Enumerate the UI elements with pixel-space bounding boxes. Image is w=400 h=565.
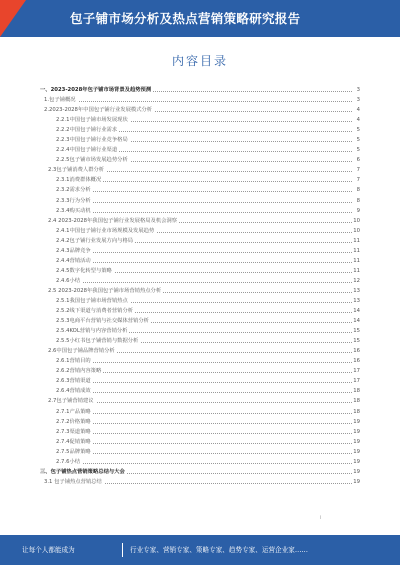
toc-entry-label: 2.2.4中国包子铺行业渠道	[56, 145, 119, 155]
toc-entry-page: 19	[353, 438, 360, 445]
toc-entry-page: 19	[353, 428, 360, 435]
toc-entry-page: 17	[353, 368, 360, 375]
toc-entry[interactable]	[40, 437, 360, 447]
toc-entry[interactable]	[40, 165, 360, 175]
toc-entry-page: 4	[356, 117, 360, 124]
toc-entry-label: 2.7.2价格策略	[56, 417, 93, 427]
toc-entry[interactable]	[40, 477, 360, 487]
header-bar	[0, 0, 400, 37]
toc-entry[interactable]	[40, 155, 360, 165]
toc-entry-label: 2.6.2营销内容策略	[56, 366, 103, 376]
toc-entry[interactable]	[40, 386, 360, 396]
toc-entry-label: 2.7.5品牌策略	[56, 447, 93, 457]
toc-entry-label: 2.4 2023-2028年我国包子铺行业发展格局及机会洞察	[48, 216, 179, 226]
toc-entry[interactable]	[40, 447, 360, 457]
toc-entry-label: 2.5 2023-2028年我国包子铺市场营销热点分析	[48, 286, 163, 296]
toc-entry-label: 2.7.3渠道策略	[56, 427, 93, 437]
toc-entry[interactable]	[40, 206, 360, 216]
page-number-mark: i	[320, 515, 322, 521]
toc-entry[interactable]	[40, 356, 360, 366]
toc-entry-label: 2.6.4营销成效	[56, 386, 93, 396]
toc-dot-leader	[56, 453, 352, 454]
toc-entry-label: 2.2.3中国包子铺行业竞争格局	[56, 135, 130, 145]
toc-entry-label: 2.3.4购买动机	[56, 206, 93, 216]
toc-entry[interactable]	[40, 246, 360, 256]
toc-entry-page: 5	[356, 127, 360, 134]
footer-slogan: 让每个人都能成为	[22, 546, 75, 554]
toc-entry[interactable]	[40, 226, 360, 236]
toc-entry-page: 14	[353, 308, 360, 315]
toc-entry-label: 1.包子铺概况	[44, 95, 78, 105]
toc-dot-leader	[56, 413, 352, 414]
toc-dot-leader	[56, 443, 352, 444]
toc-entry-label: 2.2.2中国包子铺行业需求	[56, 125, 119, 135]
toc-entry[interactable]	[40, 115, 360, 125]
toc-entry-page: 15	[353, 328, 360, 335]
toc-entry-page: 19	[353, 478, 360, 485]
toc-dot-leader	[56, 282, 352, 283]
toc-entry[interactable]	[40, 336, 360, 346]
toc-dot-leader	[56, 212, 352, 213]
toc-entry[interactable]	[40, 427, 360, 437]
toc-entry-label: 2.5.4KOL营销与内容营销分析	[56, 326, 129, 336]
toc-entry[interactable]	[40, 266, 360, 276]
toc-dot-leader	[56, 392, 352, 393]
toc-entry-label: 3.1 包子铺热点营销总结	[44, 477, 104, 487]
toc-entry-page: 18	[353, 388, 360, 395]
toc-dot-leader	[56, 382, 352, 383]
toc-entry[interactable]	[40, 286, 360, 296]
toc-dot-leader	[44, 101, 352, 102]
toc-entry-page: 17	[353, 378, 360, 385]
toc-entry-label: 2.7包子铺营销建议	[48, 396, 96, 406]
toc-entry-page: 11	[353, 257, 360, 264]
toc-entry-label: 2.4.1中国包子铺行业市场规模及发展趋势	[56, 226, 156, 236]
toc-entry-page: 8	[356, 197, 360, 204]
toc-entry-page: 11	[353, 267, 360, 274]
toc-entry[interactable]	[40, 85, 360, 95]
toc-entry[interactable]	[40, 467, 360, 477]
toc-dot-leader	[56, 191, 352, 192]
toc-entry[interactable]	[40, 276, 360, 286]
toc-dot-leader	[56, 252, 352, 253]
toc-entry-label: 2.6.3营销渠道	[56, 376, 93, 386]
toc-entry-label: 2.6.1营销目的	[56, 356, 93, 366]
toc-entry-label: 2.3.2需求分析	[56, 185, 93, 195]
toc-dot-leader	[56, 433, 352, 434]
toc-entry-label: 2.7.4促销策略	[56, 437, 93, 447]
toc-entry-page: 19	[353, 468, 360, 475]
toc-entry[interactable]	[40, 316, 360, 326]
toc-entry-label: 2.2023-2028年中国包子铺行业发展模式分析	[44, 105, 154, 115]
toc-entry-label: 2.7.6小结	[56, 457, 82, 467]
toc-entry-page: 10	[353, 227, 360, 234]
toc-entry-page: 18	[353, 408, 360, 415]
toc-entry[interactable]	[40, 216, 360, 226]
toc-dot-leader	[56, 362, 352, 363]
toc-entry-label: 2.2.5包子铺市场发展趋势分析	[56, 155, 130, 165]
toc-entry-label: 2.5.5小红书包子铺营销与数据分析	[56, 336, 140, 346]
toc-entry[interactable]	[40, 346, 360, 356]
toc-entry-page: 14	[353, 318, 360, 325]
toc-entry[interactable]	[40, 326, 360, 336]
toc-entry-page: 13	[353, 297, 360, 304]
toc-entry[interactable]	[40, 185, 360, 195]
toc-entry[interactable]	[40, 95, 360, 105]
toc-entry-label: 2.5.2线下渠道与消费者营销分析	[56, 306, 135, 316]
toc-entry-page: 18	[353, 398, 360, 405]
toc-entry[interactable]	[40, 135, 360, 145]
toc-entry-label: 2.7.1产品策略	[56, 407, 93, 417]
toc-heading: 内容目录	[171, 54, 228, 68]
toc-entry-label: 2.4.6小结	[56, 276, 82, 286]
toc-entry-page: 7	[356, 167, 360, 174]
toc-entry-page: 10	[353, 217, 360, 224]
toc-entry-label: 2.6中国包子铺品牌营销分析	[48, 346, 117, 356]
toc-entry-label: 2.4.2包子铺行业发展方向与格局	[56, 236, 135, 246]
toc-dot-leader	[56, 202, 352, 203]
toc-entry[interactable]	[40, 376, 360, 386]
toc-entry-label: 2.4.3品牌竞争	[56, 246, 93, 256]
toc-entry-page: 19	[353, 418, 360, 425]
toc-entry-page: 7	[356, 177, 360, 184]
toc-entry-label: 2.2.1中国包子铺市场发展现状	[56, 115, 130, 125]
footer-bar	[0, 535, 400, 565]
report-title: 包子铺市场分析及热点营销策略研究报告	[70, 11, 301, 26]
toc-dot-leader	[56, 463, 352, 464]
toc-entry-page: 4	[356, 107, 360, 114]
toc-entry-label: 一、2023-2028年包子铺市场背景及趋势预测	[40, 85, 153, 95]
toc-entry-label: 2.5.3电商平台营销与社交媒体营销分析	[56, 316, 151, 326]
footer-roles: 行业专家、营销专家、策略专家、趋势专家、运营企业家……	[130, 546, 309, 554]
toc-entry-label: 2.3.3行为分析	[56, 196, 93, 206]
table-of-contents	[40, 85, 360, 487]
toc-entry-label: 2.3包子铺消费人群分析	[48, 165, 106, 175]
toc-entry-page: 9	[356, 207, 360, 214]
toc-entry-page: 5	[356, 147, 360, 154]
toc-entry[interactable]	[40, 396, 360, 406]
header-accent-corner	[0, 0, 26, 37]
footer-divider	[122, 543, 123, 557]
toc-entry-page: 3	[356, 87, 360, 93]
toc-entry-page: 12	[353, 277, 360, 284]
toc-entry[interactable]	[40, 417, 360, 427]
toc-entry-page: 11	[353, 237, 360, 244]
toc-entry-page: 19	[353, 458, 360, 465]
toc-entry-page: 8	[356, 187, 360, 194]
toc-entry[interactable]	[40, 306, 360, 316]
toc-entry-page: 15	[353, 338, 360, 345]
toc-entry[interactable]	[40, 125, 360, 135]
toc-entry[interactable]	[40, 366, 360, 376]
toc-entry-label: 2.4.4营销活动	[56, 256, 93, 266]
toc-entry[interactable]	[40, 145, 360, 155]
toc-entry[interactable]	[40, 175, 360, 185]
toc-entry[interactable]	[40, 457, 360, 467]
toc-dot-leader	[56, 423, 352, 424]
toc-entry-label: 三、包子铺热点营销策略总结与大会	[40, 467, 127, 477]
toc-entry[interactable]	[40, 296, 360, 306]
toc-entry[interactable]	[40, 256, 360, 266]
toc-entry-page: 16	[353, 348, 360, 355]
toc-entry[interactable]	[40, 105, 360, 115]
toc-entry-label: 2.5.1我国包子铺市场营销热点	[56, 296, 130, 306]
toc-entry-page: 5	[356, 137, 360, 144]
toc-entry[interactable]	[40, 407, 360, 417]
toc-entry-label: 2.3.1消费群体概况	[56, 175, 103, 185]
toc-entry[interactable]	[40, 196, 360, 206]
toc-entry-page: 3	[356, 97, 360, 104]
toc-entry-page: 13	[353, 287, 360, 294]
toc-entry-page: 6	[356, 157, 360, 164]
toc-entry-label: 2.4.5数字化转型与策略	[56, 266, 114, 276]
toc-entry-page: 19	[353, 448, 360, 455]
toc-dot-leader	[56, 262, 352, 263]
toc-entry[interactable]	[40, 236, 360, 246]
toc-entry-page: 11	[353, 247, 360, 254]
toc-entry-page: 16	[353, 358, 360, 365]
